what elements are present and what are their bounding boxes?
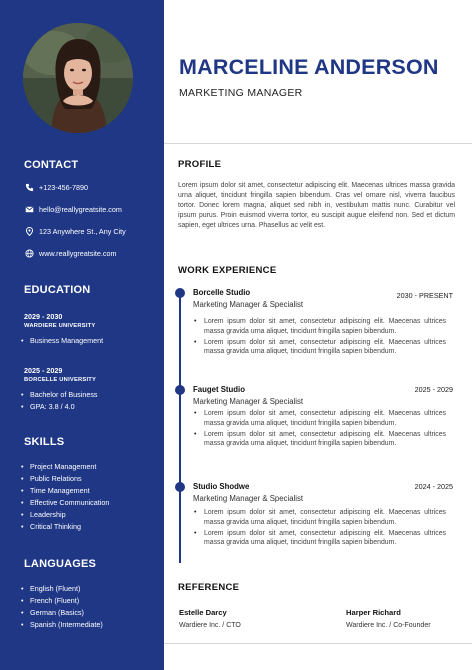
- phone-text: +123-456-7890: [39, 182, 88, 192]
- list-item: • Critical Thinking: [20, 521, 109, 533]
- divider: [164, 643, 472, 644]
- list-item: • Lorem ipsum dolor sit amet, consectetur adipiscing elit. Maecenas ultrices massa gravida urna aliquet, tincidunt fringilla sapien bibendum.: [193, 317, 446, 337]
- list-item: • Lorem ipsum dolor sit amet, consectetur adipiscing elit. Maecenas ultrices massa gravida urna aliquet, tincidunt fringilla sapien bibendum.: [193, 409, 446, 429]
- phone-icon: [24, 182, 34, 192]
- contact-phone[interactable]: [24, 182, 88, 192]
- person-name: MARCELINE ANDERSON: [179, 55, 439, 79]
- location-icon: [24, 226, 34, 236]
- job-role: Marketing Manager & Specialist: [193, 397, 304, 406]
- education-school: BORCELLE UNIVERSITY: [24, 377, 97, 383]
- education-details: [20, 335, 103, 347]
- skills-list: [20, 461, 109, 533]
- education-years: 2029 - 2030: [24, 312, 63, 321]
- reference-name: Estelle Darcy: [179, 608, 227, 617]
- job-period: 2030 - PRESENT: [396, 291, 453, 300]
- list-item: • Time Management: [20, 485, 109, 497]
- job-bullets: [193, 508, 446, 549]
- timeline-dot: [175, 288, 185, 298]
- reference-name: Harper Richard: [346, 608, 401, 617]
- list-item: • Project Management: [20, 461, 109, 473]
- person-title: MARKETING MANAGER: [179, 87, 303, 99]
- contact-heading: CONTACT: [24, 159, 79, 171]
- list-item: • Bachelor of Business: [20, 389, 98, 401]
- profile-photo: [23, 23, 133, 133]
- sidebar: [0, 0, 164, 670]
- list-item: • GPA: 3.8 / 4.0: [20, 401, 98, 413]
- skills-heading: SKILLS: [24, 436, 65, 448]
- list-item: • German (Basics): [20, 607, 103, 619]
- experience-heading: WORK EXPERIENCE: [178, 265, 277, 276]
- globe-icon: [24, 248, 34, 258]
- list-item: • Public Relations: [20, 473, 109, 485]
- list-item: • Lorem ipsum dolor sit amet, consectetur adipiscing elit. Maecenas ultrices massa gravida urna aliquet, tincidunt fringilla sapien bibendum.: [193, 529, 446, 549]
- languages-list: [20, 583, 103, 631]
- job-period: 2025 - 2029: [414, 385, 453, 394]
- list-item: • Lorem ipsum dolor sit amet, consectetur adipiscing elit. Maecenas ultrices massa gravida urna aliquet, tincidunt fringilla sapien bibendum.: [193, 508, 446, 528]
- list-item: • English (Fluent): [20, 583, 103, 595]
- education-details: [20, 389, 98, 413]
- job-company: Borcelle Studio: [193, 288, 251, 297]
- languages-heading: LANGUAGES: [24, 558, 97, 570]
- contact-website[interactable]: [24, 248, 117, 258]
- timeline-dot: [175, 482, 185, 492]
- list-item: • Effective Communication: [20, 497, 109, 509]
- list-item: • Lorem ipsum dolor sit amet, consectetur adipiscing elit. Maecenas ultrices massa gravida urna aliquet, tincidunt fringilla sapien bibendum.: [193, 430, 446, 450]
- website-text: www.reallygreatsite.com: [39, 248, 117, 258]
- list-item: • Spanish (Intermediate): [20, 619, 103, 631]
- list-item: • Business Management: [20, 335, 103, 347]
- job-role: Marketing Manager & Specialist: [193, 300, 304, 309]
- portrait-image: [23, 23, 133, 133]
- job-bullets: [193, 409, 446, 450]
- divider: [164, 143, 472, 144]
- education-school: WARDIERE UNIVERSITY: [24, 323, 96, 329]
- list-item: • Lorem ipsum dolor sit amet, consectetur adipiscing elit. Maecenas ultrices massa gravida urna aliquet, tincidunt fringilla sapien bibendum.: [193, 338, 446, 358]
- reference-heading: REFERENCE: [178, 582, 240, 593]
- email-icon: [24, 204, 34, 214]
- job-company: Fauget Studio: [193, 385, 245, 394]
- education-years: 2025 - 2029: [24, 366, 63, 375]
- job-company: Studio Shodwe: [193, 482, 250, 491]
- list-item: • French (Fluent): [20, 595, 103, 607]
- contact-address[interactable]: [24, 226, 126, 236]
- email-text: hello@reallygreatsite.com: [39, 204, 122, 214]
- contact-email[interactable]: [24, 204, 122, 214]
- reference-org: Wardiere Inc. / CTO: [179, 622, 241, 629]
- reference-org: Wardiere Inc. / Co-Founder: [346, 622, 431, 629]
- profile-heading: PROFILE: [178, 159, 222, 170]
- address-text: 123 Anywhere St., Any City: [39, 226, 126, 236]
- profile-text: Lorem ipsum dolor sit amet, consectetur adipiscing elit. Maecenas ultrices massa gravida urna aliquet, tincidunt fringilla sapien bibendum. Cras vel ornare nisl, viverra faucibus tortor. Donec lorem magna, aliquet sed nibh in, vestibulum mattis nunc. Curabitur vel ipsum purus. Proin euismod viverra tortor, eu suscipit augue eleifend non. Sed et dictum sapien, eget ultrices urna. Phasellus ac velit est.: [178, 182, 455, 229]
- list-item: • Leadership: [20, 509, 109, 521]
- job-role: Marketing Manager & Specialist: [193, 494, 304, 503]
- timeline-line: [179, 293, 181, 563]
- education-heading: EDUCATION: [24, 284, 91, 296]
- job-bullets: [193, 317, 446, 358]
- timeline-dot: [175, 385, 185, 395]
- job-period: 2024 - 2025: [414, 482, 453, 491]
